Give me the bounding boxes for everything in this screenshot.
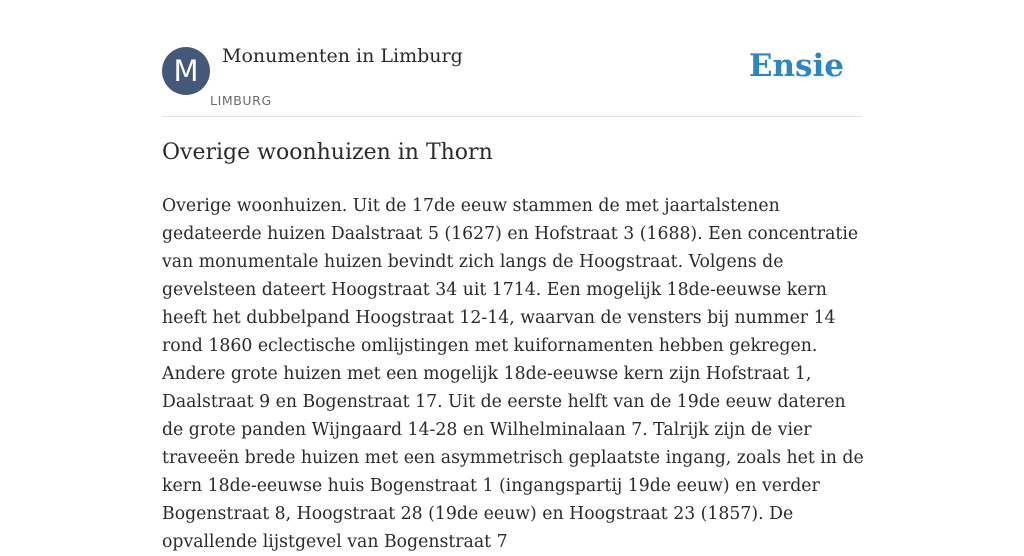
content-container xyxy=(162,0,864,552)
article-body: Overige woonhuizen. Uit de 17de eeuw stammen de met jaartalstenen gedateerde huizen Daalstraat 5 (1627) en Hofstraat 3 (1688). Een concentratie van monumentale huizen bevindt zich langs de Hoogstraat. Volgens de gevelsteen dateert Hoogstraat 34 uit 1714. Een mogelijk 18de-eeuwse kern heeft het dubbelpand Hoogstraat 12-14, waarvan de vensters bij nummer 14 rond 1860 eclectische omlijstingen met kuifornamenten hebben gekregen. Andere grote huizen met een mogelijk 18de-eeuwse kern zijn Hofstraat 1, Daalstraat 9 en Bogenstraat 17. Uit de eerste helft van de 19de eeuw dateren de grote panden Wijngaard 14-28 en Wilhelminalaan 7. Talrijk zijn de vier traveeën brede huizen met een asymmetrisch geplaatste ingang, zoals het in de kern 18de-eeuwse huis Bogenstraat 1 (ingangspartij 19de eeuw) en verder Bogenstraat 8, Hoogstraat 28 (19de eeuw) en Hoogstraat 23 (1857). De opvallende lijstgevel van Bogenstraat 7 xyxy=(162,196,864,552)
site-title[interactable]: Monumenten in Limburg xyxy=(222,45,463,67)
site-header xyxy=(162,0,862,117)
category-label[interactable]: LIMBURG xyxy=(210,93,272,108)
avatar[interactable]: M xyxy=(162,47,210,95)
article-title: Overige woonhuizen in Thorn xyxy=(162,140,493,165)
brand-logo-link[interactable]: Ensie xyxy=(748,48,844,84)
